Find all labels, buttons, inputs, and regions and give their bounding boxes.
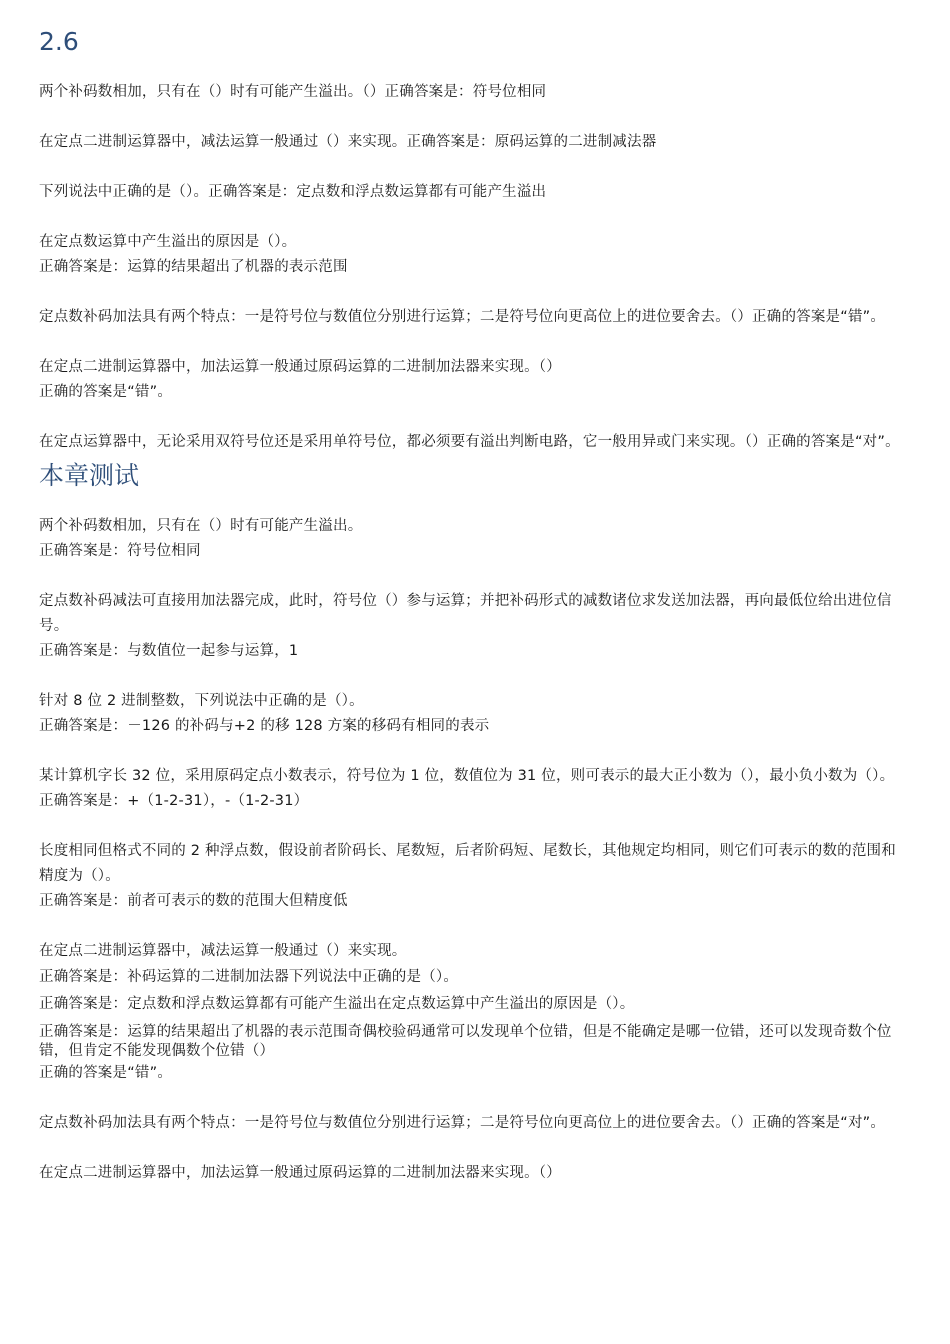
document-page	[39, 24, 903, 1186]
question-text: 两个补码数相加，只有在（）时有可能产生溢出。	[39, 518, 363, 534]
answer-text: 正确的答案是“错”。	[39, 1065, 173, 1081]
question-text: 在定点二进制运算器中，减法运算一般通过（）来实现。正确答案是：原码运算的二进制减法器	[39, 134, 657, 150]
answer-text: 正确答案是：定点数和浮点数运算都有可能产生溢出在定点数运算中产生溢出的原因是（）。	[39, 996, 635, 1012]
question-text: 某计算机字长 32 位，采用原码定点小数表示，符号位为 1 位，数值位为 31 位，则可表示的最大正小数为（），最小负小数为（）。	[39, 768, 895, 784]
answer-text: 正确答案是：前者可表示的数的范围大但精度低	[39, 893, 348, 909]
answer-text: 正确答案是：补码运算的二进制加法器下列说法中正确的是（）。	[39, 969, 459, 985]
answer-text: 正确答案是：+（1-2-31），-（1-2-31）	[39, 793, 309, 809]
answer-text: 正确答案是：与数值位一起参与运算，1	[39, 643, 299, 659]
question-text: 在定点二进制运算器中，减法运算一般通过（）来实现。	[39, 943, 407, 959]
question-text: 下列说法中正确的是（）。正确答案是：定点数和浮点数运算都有可能产生溢出	[39, 184, 547, 200]
section-heading-2-6: 2.6	[39, 27, 79, 56]
question-text: 两个补码数相加，只有在（）时有可能产生溢出。（）正确答案是：符号位相同	[39, 84, 547, 100]
question-text: 在定点二进制运算器中，加法运算一般通过原码运算的二进制加法器来实现。（）	[39, 359, 561, 375]
answer-text: 正确答案是：运算的结果超出了机器的表示范围奇偶校验码通常可以发现单个位错，但是不能确定是哪一位错，还可以发现奇数个位错，但肯定不能发现偶数个位错（）	[39, 1024, 892, 1059]
answer-text: 正确答案是：符号位相同	[39, 543, 201, 559]
question-text: 定点数补码减法可直接用加法器完成，此时，符号位（）参与运算；并把补码形式的减数诸位求发送加法器，再向最低位给出进位信号。	[39, 593, 892, 634]
question-text: 在定点运算器中，无论采用双符号位还是采用单符号位，都必须要有溢出判断电路，它一般用异或门来实现。（）正确的答案是“对”。	[39, 434, 900, 450]
question-text: 定点数补码加法具有两个特点：一是符号位与数值位分别进行运算；二是符号位向更高位上的进位要舍去。（）正确的答案是“错”。	[39, 309, 886, 325]
question-text: 长度相同但格式不同的 2 种浮点数，假设前者阶码长、尾数短，后者阶码短、尾数长，其他规定均相同，则它们可表示的数的范围和精度为（）。	[39, 843, 896, 884]
answer-text: 正确的答案是“错”。	[39, 384, 173, 400]
question-text: 在定点数运算中产生溢出的原因是（）。	[39, 234, 297, 250]
answer-text: 正确答案是：运算的结果超出了机器的表示范围	[39, 259, 348, 275]
question-text: 在定点二进制运算器中，加法运算一般通过原码运算的二进制加法器来实现。（）	[39, 1165, 561, 1181]
answer-text: 正确答案是：－126 的补码与+2 的移 128 方案的移码有相同的表示	[39, 718, 490, 734]
question-text: 定点数补码加法具有两个特点：一是符号位与数值位分别进行运算；二是符号位向更高位上的进位要舍去。（）正确的答案是“对”。	[39, 1115, 886, 1131]
question-text: 针对 8 位 2 进制整数，下列说法中正确的是（）。	[39, 693, 364, 709]
section-heading-chapter-test: 本章测试	[39, 461, 140, 490]
